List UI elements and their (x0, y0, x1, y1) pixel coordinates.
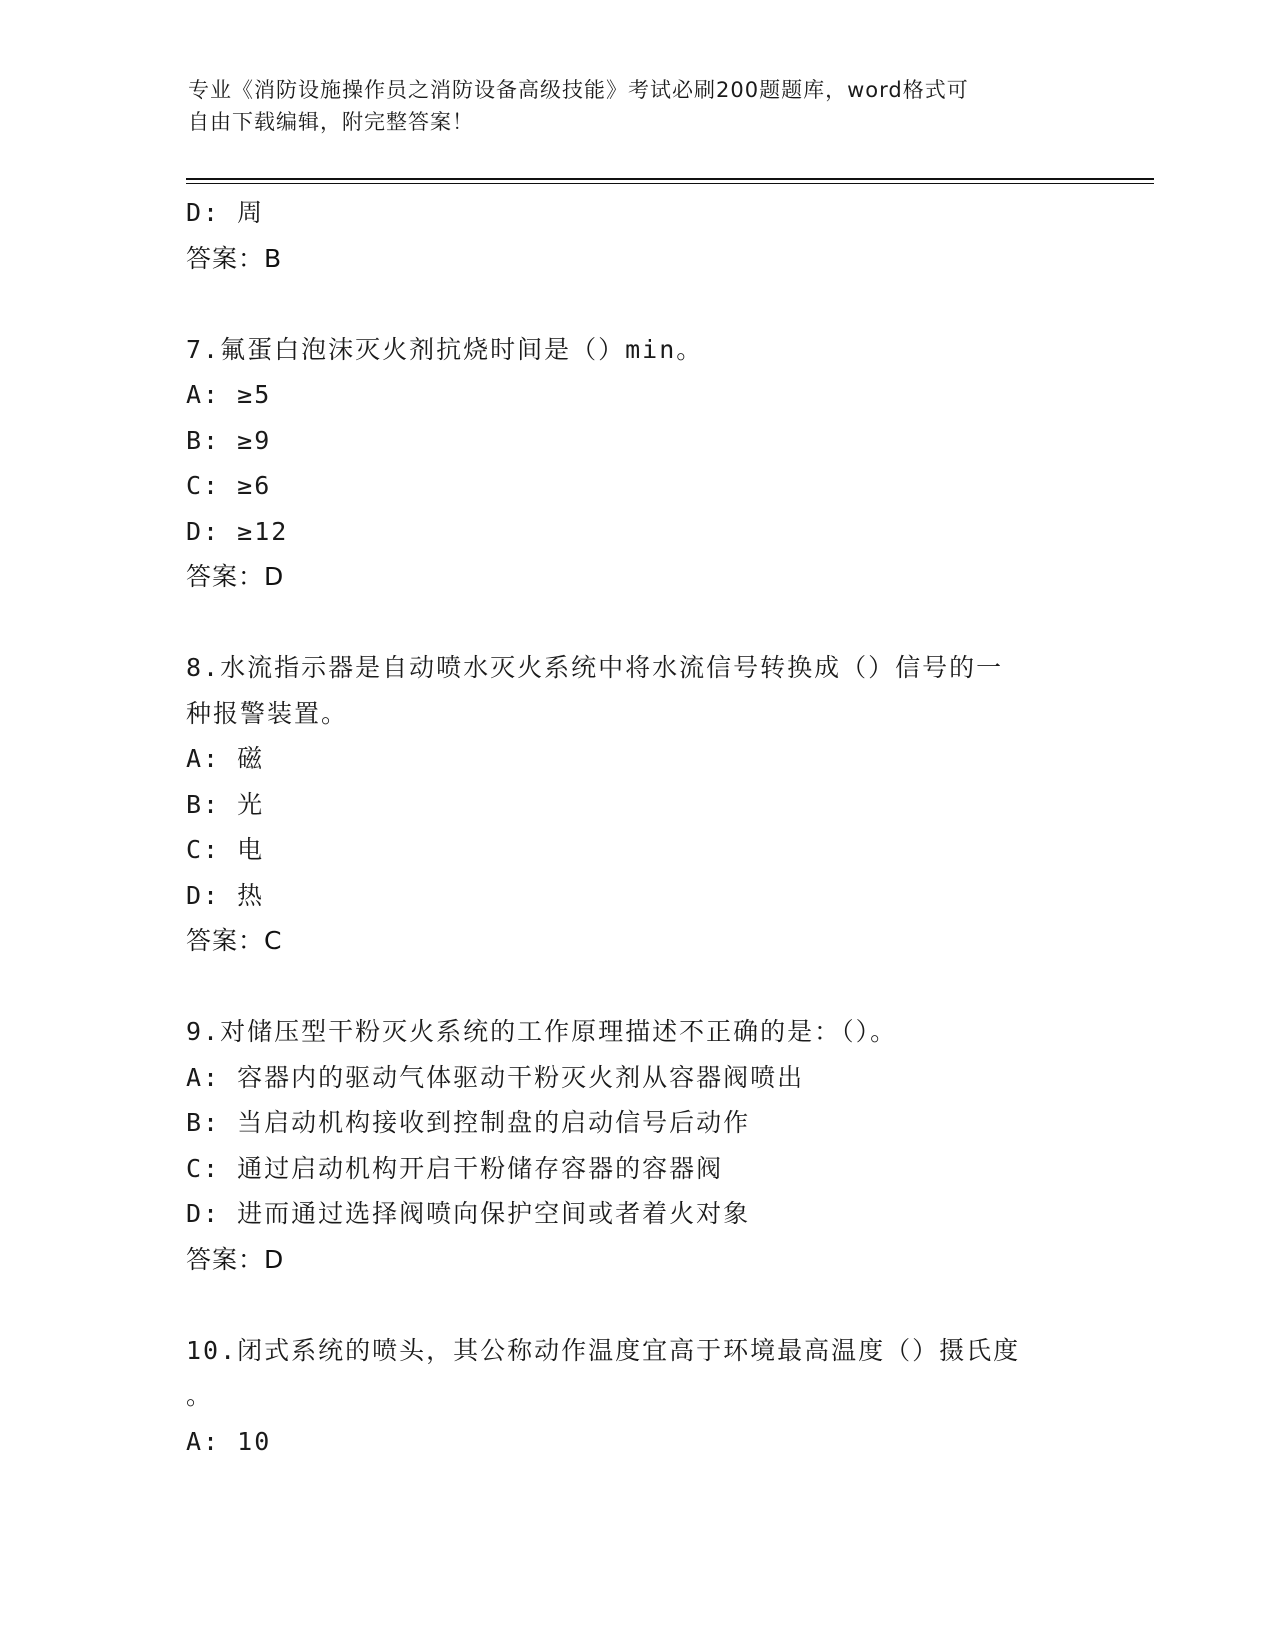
question-9 (186, 1009, 1086, 1282)
document-header (188, 74, 1068, 138)
option-a: A: 磁 (186, 744, 265, 773)
question-list (186, 190, 1086, 1464)
question-text: 9.对储压型干粉灭火系统的工作原理描述不正确的是：（）。 (186, 1017, 898, 1046)
option-d: D: 进而通过选择阀喷向保护空间或者着火对象 (186, 1199, 751, 1228)
option-b: B: 当启动机构接收到控制盘的启动信号后动作 (186, 1108, 751, 1137)
option-d: D: 周 (186, 198, 265, 227)
question-10 (186, 1328, 1086, 1465)
option-d: D: 热 (186, 880, 265, 910)
option-d: D: ≥12 (186, 516, 289, 546)
option-c: C: 电 (186, 835, 265, 864)
answer: 答案：C (186, 926, 283, 955)
spacer (186, 600, 1086, 646)
option-a: A: 10 (186, 1426, 272, 1456)
header-line-2: 自由下载编辑，附完整答案！ (188, 110, 474, 134)
header-line-1: 专业《消防设施操作员之消防设备高级技能》考试必刷200题题库，word格式可 (188, 78, 969, 102)
spacer (186, 281, 1086, 327)
header-divider-thick (186, 178, 1154, 180)
question-text-line-1: 8.水流指示器是自动喷水灭火系统中将水流信号转换成（）信号的一 (186, 653, 1004, 682)
option-a: A: 容器内的驱动气体驱动干粉灭火剂从容器阀喷出 (186, 1062, 805, 1092)
question-text: 7.氟蛋白泡沫灭火剂抗烧时间是（）min。 (186, 334, 704, 364)
answer: 答案：B (186, 243, 283, 273)
question-7 (186, 327, 1086, 600)
question-text-line-2: 。 (186, 1381, 214, 1410)
header-divider-thin (186, 183, 1154, 184)
question-text-line-2: 种报警装置。 (186, 698, 349, 728)
option-b: B: 光 (186, 789, 265, 819)
answer: 答案：D (186, 562, 285, 591)
answer: 答案：D (186, 1244, 285, 1274)
option-c: C: ≥6 (186, 471, 272, 500)
question-8 (186, 645, 1086, 964)
spacer (186, 964, 1086, 1010)
previous-question-tail (186, 190, 1086, 281)
option-c: C: 通过启动机构开启干粉储存容器的容器阀 (186, 1153, 724, 1183)
spacer (186, 1282, 1086, 1328)
option-a: A: ≥5 (186, 380, 272, 409)
option-b: B: ≥9 (186, 425, 272, 455)
question-text-line-1: 10.闭式系统的喷头，其公称动作温度宜高于环境最高温度（）摄氏度 (186, 1335, 1021, 1365)
